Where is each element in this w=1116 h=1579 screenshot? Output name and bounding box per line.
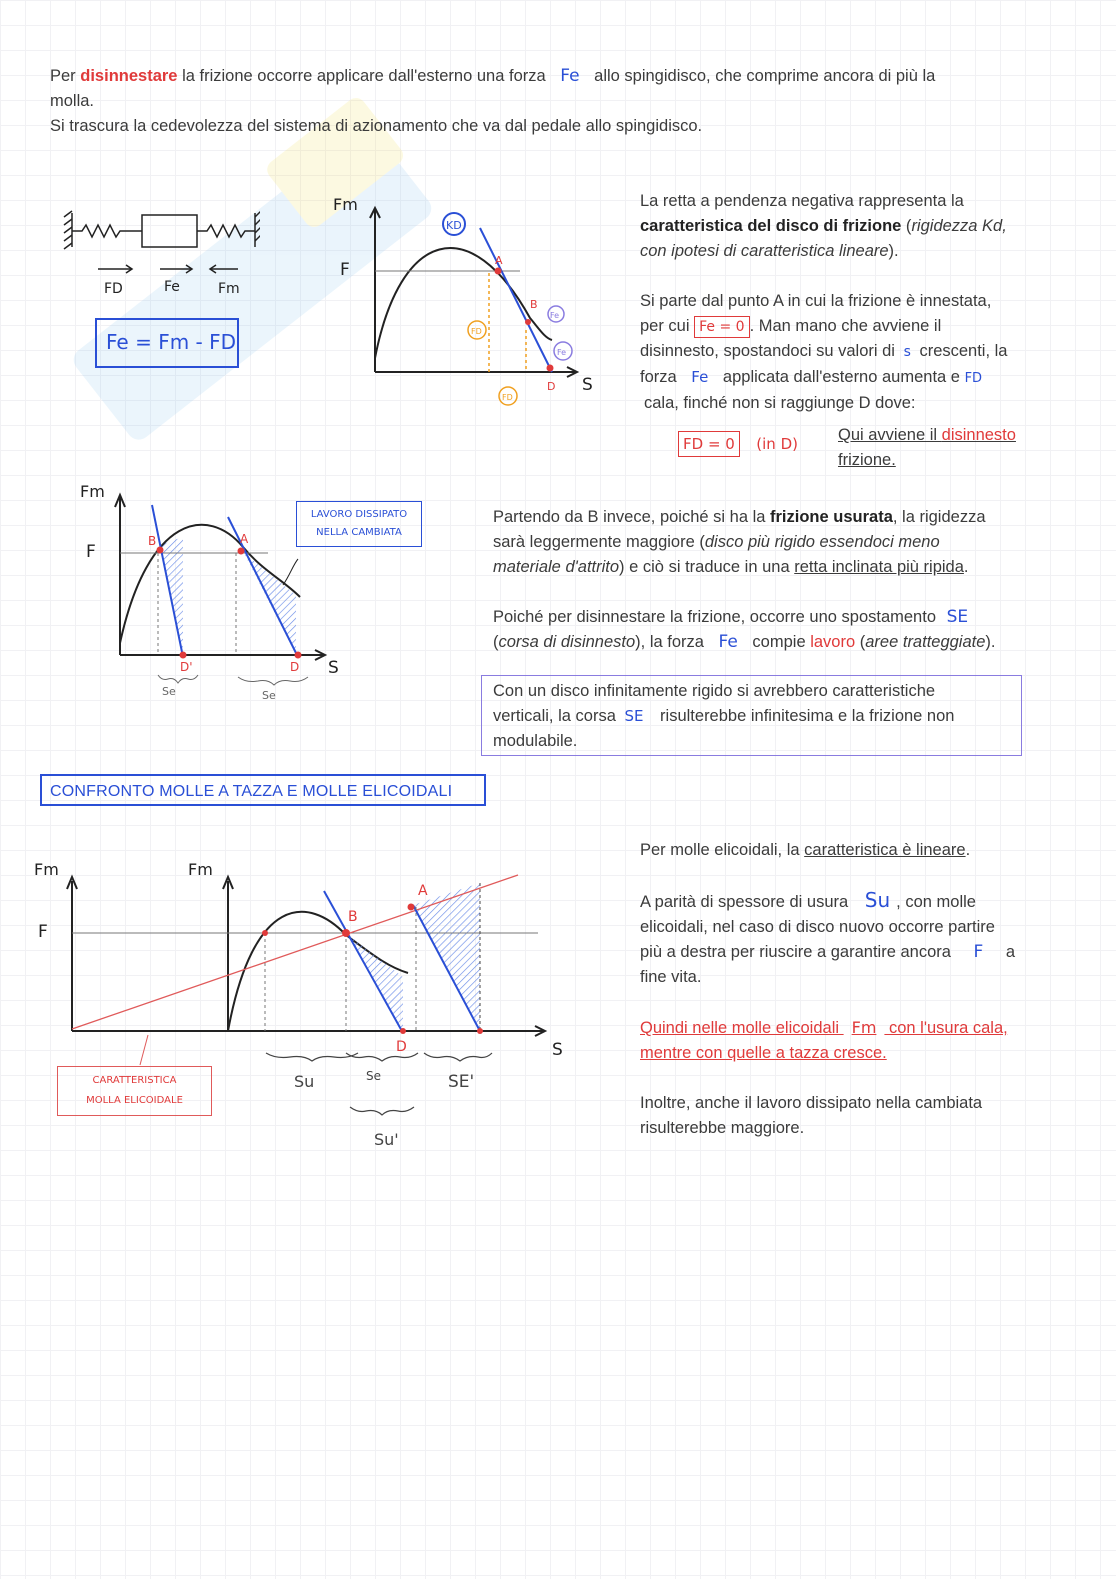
point-d: D: [290, 660, 300, 674]
graph-clutch-characteristic: [330, 190, 600, 410]
axis-s: S: [582, 375, 593, 395]
text-block-worn-clutch: Partendo da B invece, poiché si ha la frizione usurata, la rigidezza sarà leggermente maggiore (disco più rigido essendoci meno materiale d'attrito) e ciò si traduce in una retta inclinata più ripida. Poiché per disinnestare la frizione, occorre uno spostamento SE (corsa di disinnesto), la forza Fe compie lavoro (aree tratteggiate).: [493, 508, 996, 652]
point-b: B: [148, 534, 157, 548]
point-a: A: [495, 254, 503, 267]
svg-text:Su': Su': [374, 1130, 399, 1149]
axis-f: F: [340, 260, 350, 280]
point-a: A: [418, 883, 428, 899]
svg-text:Fe: Fe: [557, 348, 567, 357]
point-b: B: [530, 298, 538, 311]
svg-text:Su: Su: [294, 1072, 315, 1091]
section-title: CONFRONTO MOLLE A TAZZA E MOLLE ELICOIDALI: [40, 774, 486, 806]
text-block-disc-characteristic: La retta a pendenza negativa rappresenta la caratteristica del disco di frizione (rigidezza Kd, con ipotesi di caratteristica lineare). Si parte dal punto A in cui la frizione è innestata, per cui Fe = 0 . Man mano che avviene il disinnesto, spostandoci su valori di s crescenti, la forza Fe applicata dall'esterno aumenta e FD cala, finché non si raggiunge D dove:: [640, 192, 1008, 412]
label-fe: Fe: [164, 279, 180, 295]
point-b: B: [348, 909, 358, 925]
label-fm: Fm: [218, 281, 240, 297]
point-d: D: [547, 380, 556, 393]
axis-f: F: [38, 922, 48, 942]
svg-text:Se: Se: [366, 1069, 381, 1083]
spring-mass-diagram: [60, 195, 260, 375]
rigid-disc-text: Con un disco infinitamente rigido si avrebbero caratteristiche verticali, la corsa SE risulterebbe infinitesima e la frizione non modulabile.: [493, 682, 955, 750]
intro-paragraph: Per disinnestare la frizione occorre applicare dall'esterno una forza Fe allo spingidisco, che comprime ancora di più la molla. Si trascura la cedevolezza del sistema di azionamento che va dal pedale allo spingidisco.: [50, 66, 936, 135]
kd-label: KD: [446, 219, 462, 232]
svg-text:Se: Se: [162, 685, 176, 698]
point-a: A: [240, 532, 249, 546]
fd-zero-box: FD = 0 (in D): [678, 431, 798, 457]
label-fd: FD: [104, 281, 123, 297]
axis-fm: Fm: [333, 195, 358, 214]
axis-fm-1: Fm: [34, 860, 59, 879]
axis-f: F: [86, 542, 96, 562]
svg-text:FD: FD: [471, 327, 482, 336]
svg-text:Fe: Fe: [550, 311, 560, 320]
svg-text:FD: FD: [502, 393, 513, 402]
disengage-note: Qui avviene il disinnesto frizione.: [838, 426, 1016, 469]
svg-text:SE': SE': [448, 1072, 475, 1092]
axis-fm: Fm: [80, 482, 105, 501]
text-block-spring-comparison: Per molle elicoidali, la caratteristica è lineare. A parità di spessore di usura Su , con molle elicoidali, nel caso di disco nuovo occorre partire più a destra per riuscire a garantire ancora F a fine vita. Quindi nelle molle elicoidali Fm con l'usura cala, mentre con quelle a tazza cresce. Inoltre, anche il lavoro dissipato nella cambiata risulterebbe maggiore.: [640, 841, 1016, 1137]
equation: Fe = Fm - FD: [106, 330, 237, 354]
axis-s: S: [328, 658, 339, 678]
svg-text:Se: Se: [262, 689, 276, 702]
dissipated-work-note: LAVORO DISSIPATO NELLA CAMBIATA: [296, 501, 422, 547]
axis-s: S: [552, 1040, 563, 1060]
axis-fm-2: Fm: [188, 860, 213, 879]
helical-spring-note: CARATTERISTICA MOLLA ELICOIDALE: [57, 1066, 212, 1116]
point-d: D: [396, 1039, 407, 1055]
point-d-prime: D': [180, 660, 193, 674]
